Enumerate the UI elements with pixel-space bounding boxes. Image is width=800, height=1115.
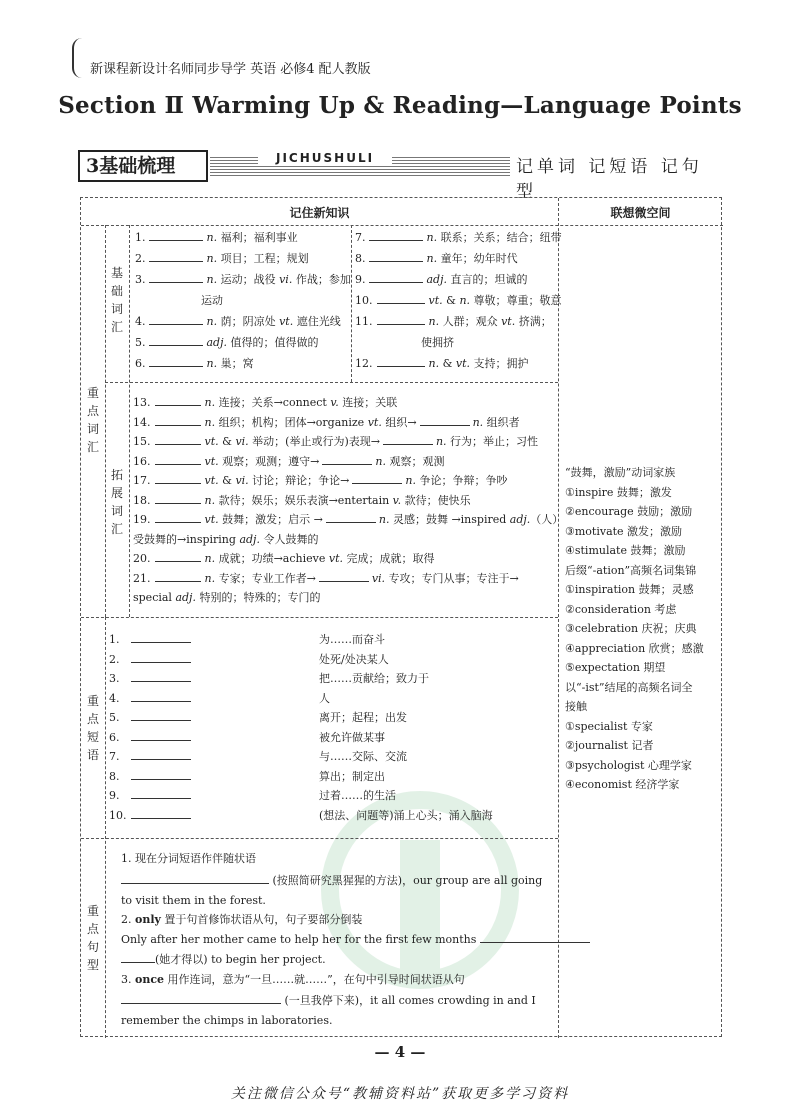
- label-key-sentences: 重点句型: [86, 904, 99, 972]
- side-item: ③celebration 庆祝；庆典: [565, 622, 697, 635]
- vocab-meaning: adj. 值得的；值得做的: [206, 336, 319, 349]
- ext-row: 21. n. 专家；专业工作者→ vi. 专攻；专门从事；专注于→: [133, 569, 519, 588]
- ext-blank: [326, 510, 376, 523]
- vocab-meaning: n. 项目；工程；规划: [206, 252, 309, 265]
- phrase-row: 8. 算出；制定出: [109, 767, 191, 786]
- ext-meaning: vt. & vi. 举动；(举止或行为)表现→: [204, 435, 380, 448]
- side-item: ④appreciation 欣赏；感激: [565, 641, 704, 655]
- side-item: ②journalist 记者: [565, 739, 654, 752]
- side-item: ②consideration 考虑: [565, 602, 677, 616]
- ext-meaning-2: n. 观察；观测: [375, 454, 445, 468]
- phrase-row: 6. 被允许做某事: [109, 728, 191, 747]
- vocab-row: [421, 333, 454, 352]
- ext-meaning-2: n. 组织者: [472, 415, 520, 429]
- phrase-meaning: 处死/处决某人: [319, 652, 389, 666]
- ext-meaning: special adj. 特别的；特殊的；专门的: [133, 591, 321, 604]
- side-item: ③motivate 激发；激励: [565, 524, 683, 538]
- ext-blank: [383, 432, 433, 445]
- sentence-1-line-b: to visit them in the forest.: [121, 894, 266, 907]
- vocab-row: 11. n. 人群；观众 vt. 挤满；: [355, 312, 552, 331]
- side-item: ④economist 经济学家: [565, 778, 680, 791]
- phrase-row: 2. 处死/处决某人: [109, 650, 191, 669]
- ext-blank: [352, 471, 402, 484]
- sentence-2-line-b: (她才得以) to begin her project.: [121, 950, 326, 969]
- ext-row: 14. n. 组织；机构；团体→organize vt. 组织→ n. 组织者: [133, 413, 520, 432]
- side-item: ①inspiration 鼓舞；灵感: [565, 583, 694, 596]
- phrase-row: 7. 与……交际、交流: [109, 747, 191, 766]
- vocab-row: 1. n. 福利；福利事业: [135, 228, 298, 247]
- phrase-meaning: (想法、问题等)涌上心头；涌入脑海: [319, 808, 493, 822]
- phrase-meaning: 算出；制定出: [319, 769, 385, 783]
- vocab-row: [201, 291, 223, 310]
- phrase-meaning: 过着……的生活: [319, 789, 396, 802]
- side-item: “鼓舞，激励”动词家族: [565, 466, 676, 479]
- phrase-row: 9. 过着……的生活: [109, 786, 191, 805]
- label-key-phrases: 重点短语: [86, 694, 99, 762]
- footer-note: 关注微信公众号“教辅资料站”获取更多学习资料: [230, 1086, 570, 1102]
- phrase-row: 5. 离开；起程；出发: [109, 708, 191, 727]
- label-key-vocab: 重点词汇: [86, 386, 99, 454]
- sentence-2-line-a: Only after her mother came to help her for the first few months: [121, 930, 590, 949]
- vocab-meaning: n. & vt. 支持；拥护: [428, 357, 529, 370]
- banner-pinyin: JICHUSHULI: [258, 150, 392, 166]
- vocab-row: 10. vt. & n. 尊敬；尊重；敬意: [355, 291, 562, 310]
- vocab-meaning: 使拥挤: [421, 336, 454, 349]
- ext-meaning: n. 成就；功绩→achieve vt. 完成；成就；取得: [204, 552, 435, 565]
- phrase-meaning: 被允许做某事: [319, 730, 385, 744]
- vocab-row: 8. n. 童年；幼年时代: [355, 249, 518, 268]
- vocab-row: 4. n. 荫；阴凉处 vt. 遮住光线: [135, 312, 341, 331]
- phrase-meaning: 与……交际、交流: [319, 750, 407, 763]
- side-item: ④stimulate 鼓舞；激励: [565, 544, 686, 557]
- ext-meaning: vt. & vi. 讨论；辩论；争论→: [204, 474, 350, 487]
- col-header-association: 联想微空间: [610, 206, 671, 220]
- ext-row: [133, 588, 320, 607]
- section-title: Section Ⅱ Warming Up & Reading—Language Points: [58, 92, 742, 119]
- sentence-3-line-b: remember the chimps in laboratories.: [121, 1014, 333, 1027]
- ext-meaning-2: n. 争论；争辩；争吵: [405, 474, 508, 487]
- phrase-row: 3. 把……贡献给；致力于: [109, 669, 191, 688]
- vocab-meaning: 运动: [201, 294, 223, 307]
- ext-row: [133, 530, 318, 549]
- content-table: [80, 197, 722, 1037]
- sentence-3-line-a: (一旦我停下来)，it all comes crowding in and I: [121, 991, 536, 1010]
- page-number: — 4 —: [374, 1043, 426, 1061]
- vocab-row: 6. n. 巢；窝: [135, 354, 254, 373]
- ext-meaning: n. 款待；娱乐；娱乐表演→entertain v. 款待；使快乐: [204, 493, 471, 507]
- vocab-meaning: n. 运动；战役 vi. 作战；参加: [206, 273, 351, 286]
- ext-row: 15. vt. & vi. 举动；(举止或行为)表现→ n. 行为；举止；习性: [133, 432, 538, 451]
- vocab-row: 5. adj. 值得的；值得做的: [135, 333, 319, 352]
- ext-meaning-2: n. 行为；举止；习性: [435, 435, 539, 448]
- phrase-meaning: 人: [319, 691, 330, 705]
- side-item: 后缀“-ation”高频名词集锦: [565, 563, 697, 577]
- ext-row: 13. n. 连接；关系→connect v. 连接；关联: [133, 393, 397, 412]
- ext-meaning: n. 专家；专业工作者→: [204, 571, 316, 585]
- vocab-meaning: n. 联系；关系；结合；纽带: [426, 231, 562, 244]
- col-header-new-knowledge: 记住新知识: [289, 206, 350, 220]
- side-item: ③psychologist 心理学家: [565, 758, 692, 772]
- vocab-row: 7. n. 联系；关系；结合；纽带: [355, 228, 562, 247]
- phrase-meaning: 把……贡献给；致力于: [319, 672, 429, 685]
- ext-blank: [319, 569, 369, 582]
- ext-meaning: vt. 观察；观测；遵守→: [204, 454, 320, 468]
- ext-row: 17. vt. & vi. 讨论；辩论；争论→ n. 争论；争辩；争吵: [133, 471, 507, 490]
- ext-meaning: n. 组织；机构；团体→organize vt. 组织→: [204, 415, 417, 429]
- phrase-meaning: 离开；起程；出发: [319, 711, 407, 724]
- side-item: 接触: [565, 700, 587, 713]
- banner-left-label: 3基础梳理: [78, 150, 208, 182]
- ext-row: 18. n. 款待；娱乐；娱乐表演→entertain v. 款待；使快乐: [133, 491, 471, 510]
- side-item: 以“-ist”结尾的高频名词全: [565, 680, 693, 694]
- phrase-row: 4. 人: [109, 689, 191, 708]
- ext-meaning-2: vi. 专攻；专门从事；专注于→: [371, 571, 519, 585]
- sentence-1-line-a: (按照简研究黑猩猩的方法)，our group are all going: [121, 871, 542, 890]
- phrase-meaning: 为……而奋斗: [319, 633, 385, 646]
- phrase-row: 10. (想法、问题等)涌上心头；涌入脑海: [109, 806, 191, 825]
- ext-meaning-2: n. 灵感；鼓舞 →inspired adj.（人）: [378, 513, 564, 526]
- vocab-meaning: n. 荫；阴凉处 vt. 遮住光线: [206, 315, 341, 328]
- vocab-meaning: n. 巢；窝: [206, 357, 254, 370]
- vocab-row: 9. adj. 直言的；坦诚的: [355, 270, 528, 289]
- sentence-2-title: 2. only 置于句首修饰状语从句，句子要部分倒装: [121, 913, 363, 926]
- vocab-meaning: n. 人群；观众 vt. 挤满；: [428, 315, 552, 328]
- banner-right-label: 记单词 记短语 记句型: [516, 157, 703, 202]
- ext-meaning: n. 连接；关系→connect v. 连接；关联: [204, 396, 398, 409]
- side-item: ①inspire 鼓舞；激发: [565, 485, 672, 499]
- vocab-row: 12. n. & vt. 支持；拥护: [355, 354, 529, 373]
- side-item: ⑤expectation 期望: [565, 661, 666, 674]
- vocab-meaning: n. 童年；幼年时代: [426, 252, 518, 265]
- label-ext-vocab: 拓展词汇: [110, 468, 123, 536]
- sentence-3-title: 3. once 用作连词，意为“一旦……就……”，在句中引导时间状语从句: [121, 973, 465, 986]
- sentence-1-title: 1. 现在分词短语作伴随状语: [121, 852, 256, 865]
- ext-meaning: vt. 鼓舞；激发；启示 →: [204, 513, 323, 526]
- ext-meaning: 受鼓舞的→inspiring adj. 令人鼓舞的: [133, 532, 319, 546]
- vocab-row: 3. n. 运动；战役 vi. 作战；参加: [135, 270, 351, 289]
- vocab-row: 2. n. 项目；工程；规划: [135, 249, 309, 268]
- ext-blank: [322, 452, 372, 465]
- vocab-meaning: vt. & n. 尊敬；尊重；敬意: [428, 294, 562, 307]
- ext-row: 16. vt. 观察；观测；遵守→ n. 观察；观测: [133, 452, 444, 471]
- section-banner: [78, 150, 722, 202]
- header-bracket: [72, 38, 82, 78]
- side-item: ②encourage 鼓励；激励: [565, 505, 693, 518]
- ext-row: 19. vt. 鼓舞；激发；启示 → n. 灵感；鼓舞 →inspired adj.（人）: [133, 510, 563, 529]
- book-header: 新课程新设计名师同步导学 英语 必修4 配人教版: [90, 62, 371, 77]
- side-item: ①specialist 专家: [565, 719, 653, 733]
- vocab-meaning: adj. 直言的；坦诚的: [426, 273, 528, 286]
- vocab-meaning: n. 福利；福利事业: [206, 231, 298, 244]
- ext-blank: [420, 413, 470, 426]
- phrase-row: 1. 为……而奋斗: [109, 630, 191, 649]
- label-basic-vocab: 基础词汇: [110, 266, 123, 334]
- ext-row: 20. n. 成就；功绩→achieve vt. 完成；成就；取得: [133, 549, 435, 568]
